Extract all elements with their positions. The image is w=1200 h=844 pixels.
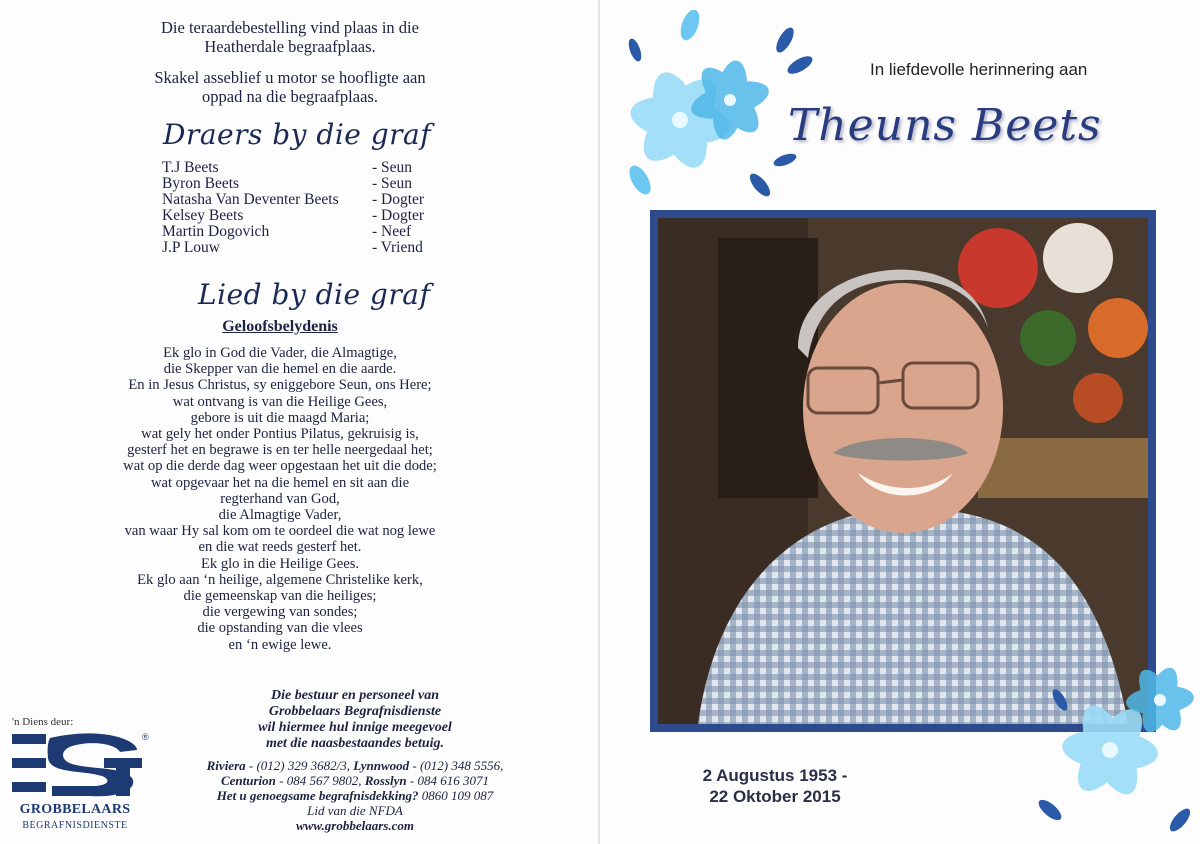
logo-subtitle: BEGRAFNISDIENSTE: [22, 820, 128, 831]
bearer-name: Martin Dogovich: [162, 223, 270, 240]
creed-line: wat ontvang is van die Heilige Gees,: [172, 393, 388, 410]
creed-line: en ‘n ewige lewe.: [228, 636, 332, 653]
creed-line: die gemeenskap van die heiliges;: [183, 588, 377, 605]
creed-line: van waar Hy sal kom om te oordeel die wat nog lewe: [124, 523, 436, 540]
logo-caption: 'n Diens deur:: [12, 716, 74, 728]
headlights-request-text: [120, 68, 460, 106]
intro-line: Skakel asseblief u motor se hoofligte aan: [154, 68, 426, 87]
list-item: [162, 208, 462, 224]
creed-line: gesterf het en begrawe is en ter helle neergedaal het;: [127, 442, 433, 459]
song-title: Geloofsbelydenis: [222, 318, 338, 335]
bearer-name: T.J Beets: [162, 159, 219, 176]
creed-line: wat opgevaar het na die hemel en sit aan die: [150, 474, 410, 491]
website-link: www.grobbelaars.com: [296, 818, 414, 833]
list-item: [162, 224, 462, 240]
bearer-name: Kelsey Beets: [162, 207, 244, 224]
branch-centurion: Centurion: [220, 773, 276, 788]
phone-rosslyn: - 084 616 3071: [406, 773, 489, 788]
bearer-relation: - Seun: [372, 159, 413, 176]
birth-date: 2 Augustus 1953 -: [702, 766, 848, 785]
condolence-message: [230, 688, 480, 752]
creed-line: Ek glo in die Heilige Gees.: [200, 555, 360, 572]
memory-line: In liefdevolle herinnering aan: [870, 60, 1088, 79]
coverage-question: Het u genoegsame begrafnisdekking?: [216, 788, 419, 803]
bearer-name: J.P Louw: [162, 239, 220, 256]
list-item: [162, 240, 462, 256]
coverage-phone: 0860 109 087: [418, 788, 494, 803]
left-page: [0, 0, 598, 844]
bearers-heading: Draers by die graf: [163, 118, 432, 151]
contact-line: [180, 758, 530, 773]
creed-line: gebore is uit die maagd Maria;: [190, 409, 370, 426]
phone-riviera: - (012) 329 3682/3,: [245, 758, 354, 773]
phone-centurion: - 084 567 9802,: [275, 773, 365, 788]
list-item: [162, 176, 462, 192]
bearer-relation: - Dogter: [372, 207, 425, 224]
death-date: 22 Oktober 2015: [709, 787, 841, 806]
bearer-relation: - Vriend: [372, 239, 423, 256]
list-item: [162, 192, 462, 208]
creed-line: die vergewing van sondes;: [202, 604, 358, 621]
branch-riviera: Riviera: [206, 758, 246, 773]
deceased-name: Theuns Beets: [788, 100, 1102, 151]
creed-line: Ek glo in God die Vader, die Almagtige,: [163, 345, 397, 361]
creed-line: regterhand van God,: [220, 490, 340, 507]
creed-line: en die wat reeds gesterf het.: [198, 539, 362, 556]
creed-line: die Skepper van die hemel en die aarde.: [163, 361, 397, 378]
creed-line: die opstanding van die vlees: [197, 620, 363, 637]
life-dates: [685, 765, 865, 807]
intro-line: oppad na die begraafplaas.: [202, 87, 378, 106]
flower-decoration: [1020, 640, 1200, 840]
contact-line: [180, 773, 530, 788]
condolence-line: wil hiermee hul innige meegevoel: [258, 720, 452, 735]
phone-lynnwood: - (012) 348 5556,: [409, 758, 504, 773]
nfda-membership: Lid van die NFDA: [307, 803, 403, 818]
bearers-list: [162, 160, 462, 256]
creed-line: die Almagtige Vader,: [218, 507, 342, 524]
grobbelaars-logo: [12, 730, 152, 800]
intro-line: Heatherdale begraafplaas.: [204, 37, 376, 56]
condolence-line: Grobbelaars Begrafnisdienste: [268, 704, 442, 719]
creed-line: Ek glo aan ‘n heilige, algemene Christelike kerk,: [137, 571, 423, 588]
bearer-name: Natasha Van Deventer Beets: [162, 191, 339, 208]
condolence-line: met die naasbestaandes betuig.: [265, 736, 445, 751]
condolence-line: Die bestuur en personeel van: [271, 688, 439, 703]
right-page: [600, 0, 1200, 844]
creed-line: En in Jesus Christus, sy eniggebore Seun, ons Here;: [128, 377, 432, 394]
bearer-relation: - Dogter: [372, 191, 425, 208]
bearer-relation: - Neef: [372, 223, 412, 240]
creed-line: wat op die derde dag weer opgestaan het uit die dode;: [123, 458, 437, 475]
creed-text: [80, 345, 480, 653]
logo-name: GROBBELAARS: [19, 802, 131, 817]
contact-line: [180, 788, 530, 803]
bearer-relation: - Seun: [372, 175, 413, 192]
intro-line: Die teraardebestelling vind plaas in die: [161, 18, 419, 37]
burial-location-text: [120, 18, 460, 56]
song-heading: Lied by die graf: [198, 278, 431, 311]
branch-rosslyn: Rosslyn: [364, 773, 407, 788]
branch-lynnwood: Lynnwood: [353, 758, 410, 773]
list-item: [162, 160, 462, 176]
contact-details: [180, 758, 530, 833]
creed-line: wat gely het onder Pontius Pilatus, gekruisig is,: [141, 426, 419, 443]
registered-mark: ®: [142, 732, 149, 742]
bearer-name: Byron Beets: [162, 175, 240, 192]
